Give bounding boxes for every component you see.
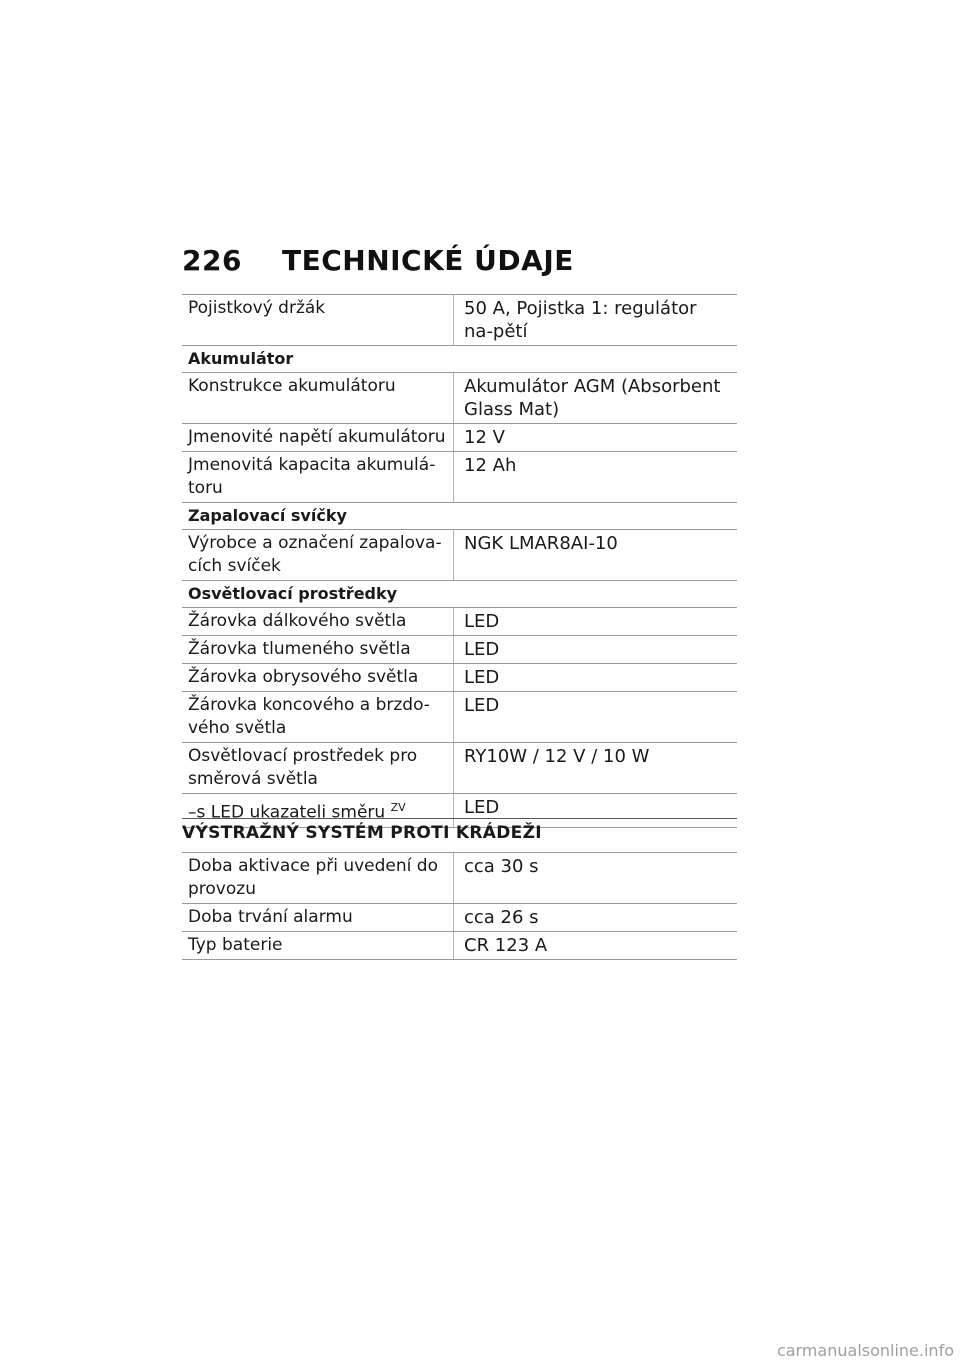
row-value: cca 26 s bbox=[464, 907, 539, 928]
row-label: Doba trvání alarmu bbox=[182, 904, 454, 931]
table-row bbox=[182, 452, 737, 503]
table-row bbox=[182, 664, 737, 692]
row-value: LED bbox=[464, 695, 500, 716]
alarm-table bbox=[182, 852, 737, 960]
row-value: 50 A, Pojistka 1: regulátor na-pětí bbox=[464, 298, 697, 342]
row-label: Konstrukce akumulátoru bbox=[182, 373, 454, 423]
row-label: Doba aktivace při uvedení do provozu bbox=[182, 853, 454, 903]
row-value: LED bbox=[464, 611, 500, 632]
row-value: CR 123 A bbox=[464, 935, 548, 956]
table-row bbox=[182, 743, 737, 794]
superscript-note: ZV bbox=[390, 801, 406, 814]
row-value: LED bbox=[464, 639, 500, 660]
watermark-text: carmanualsonline.info bbox=[776, 1341, 954, 1360]
page-header bbox=[182, 240, 574, 280]
section-heading: Osvětlovací prostředky bbox=[182, 581, 737, 608]
row-label: Pojistkový držák bbox=[182, 295, 454, 345]
row-value: RY10W / 12 V / 10 W bbox=[464, 746, 650, 767]
table-row bbox=[182, 530, 737, 581]
table-row bbox=[182, 424, 737, 452]
spec-table bbox=[182, 294, 737, 828]
page-title: TECHNICKÉ ÚDAJE bbox=[282, 243, 574, 277]
row-label: Žárovka dálkového světla bbox=[182, 608, 454, 635]
row-label: Výrobce a označení zapalova-cích svíček bbox=[182, 530, 454, 580]
section-heading: Zapalovací svíčky bbox=[182, 503, 737, 530]
table-row bbox=[182, 636, 737, 664]
table-row bbox=[182, 692, 737, 743]
row-value: 12 Ah bbox=[464, 455, 517, 476]
table-row bbox=[182, 608, 737, 636]
row-value: 12 V bbox=[464, 427, 505, 448]
row-label-text: –s LED ukazateli směru bbox=[188, 802, 386, 823]
row-value: cca 30 s bbox=[464, 856, 539, 877]
row-label: Žárovka tlumeného světla bbox=[182, 636, 454, 663]
row-label: Žárovka obrysového světla bbox=[182, 664, 454, 691]
row-value: LED bbox=[464, 797, 500, 818]
table-row bbox=[182, 295, 737, 346]
table-row bbox=[182, 932, 737, 960]
table-row bbox=[182, 853, 737, 904]
table-row bbox=[182, 904, 737, 932]
row-label: Typ baterie bbox=[182, 932, 454, 959]
row-label: Jmenovité napětí akumulátoru bbox=[182, 424, 454, 451]
table-row bbox=[182, 373, 737, 424]
row-label: Žárovka koncového a brzdo-vého světla bbox=[182, 692, 454, 742]
row-label: Jmenovitá kapacita akumulá-toru bbox=[182, 452, 454, 502]
row-value: LED bbox=[464, 667, 500, 688]
row-value: NGK LMAR8AI-10 bbox=[464, 533, 618, 554]
section-heading: Akumulátor bbox=[182, 346, 737, 373]
section-title: VÝSTRAŽNÝ SYSTÉM PROTI KRÁDEŽI bbox=[182, 818, 737, 843]
row-value: Akumulátor AGM (Absorbent Glass Mat) bbox=[464, 376, 721, 420]
row-label: Osvětlovací prostředek pro směrová světla bbox=[182, 743, 454, 793]
page-number: 226 bbox=[182, 243, 242, 277]
